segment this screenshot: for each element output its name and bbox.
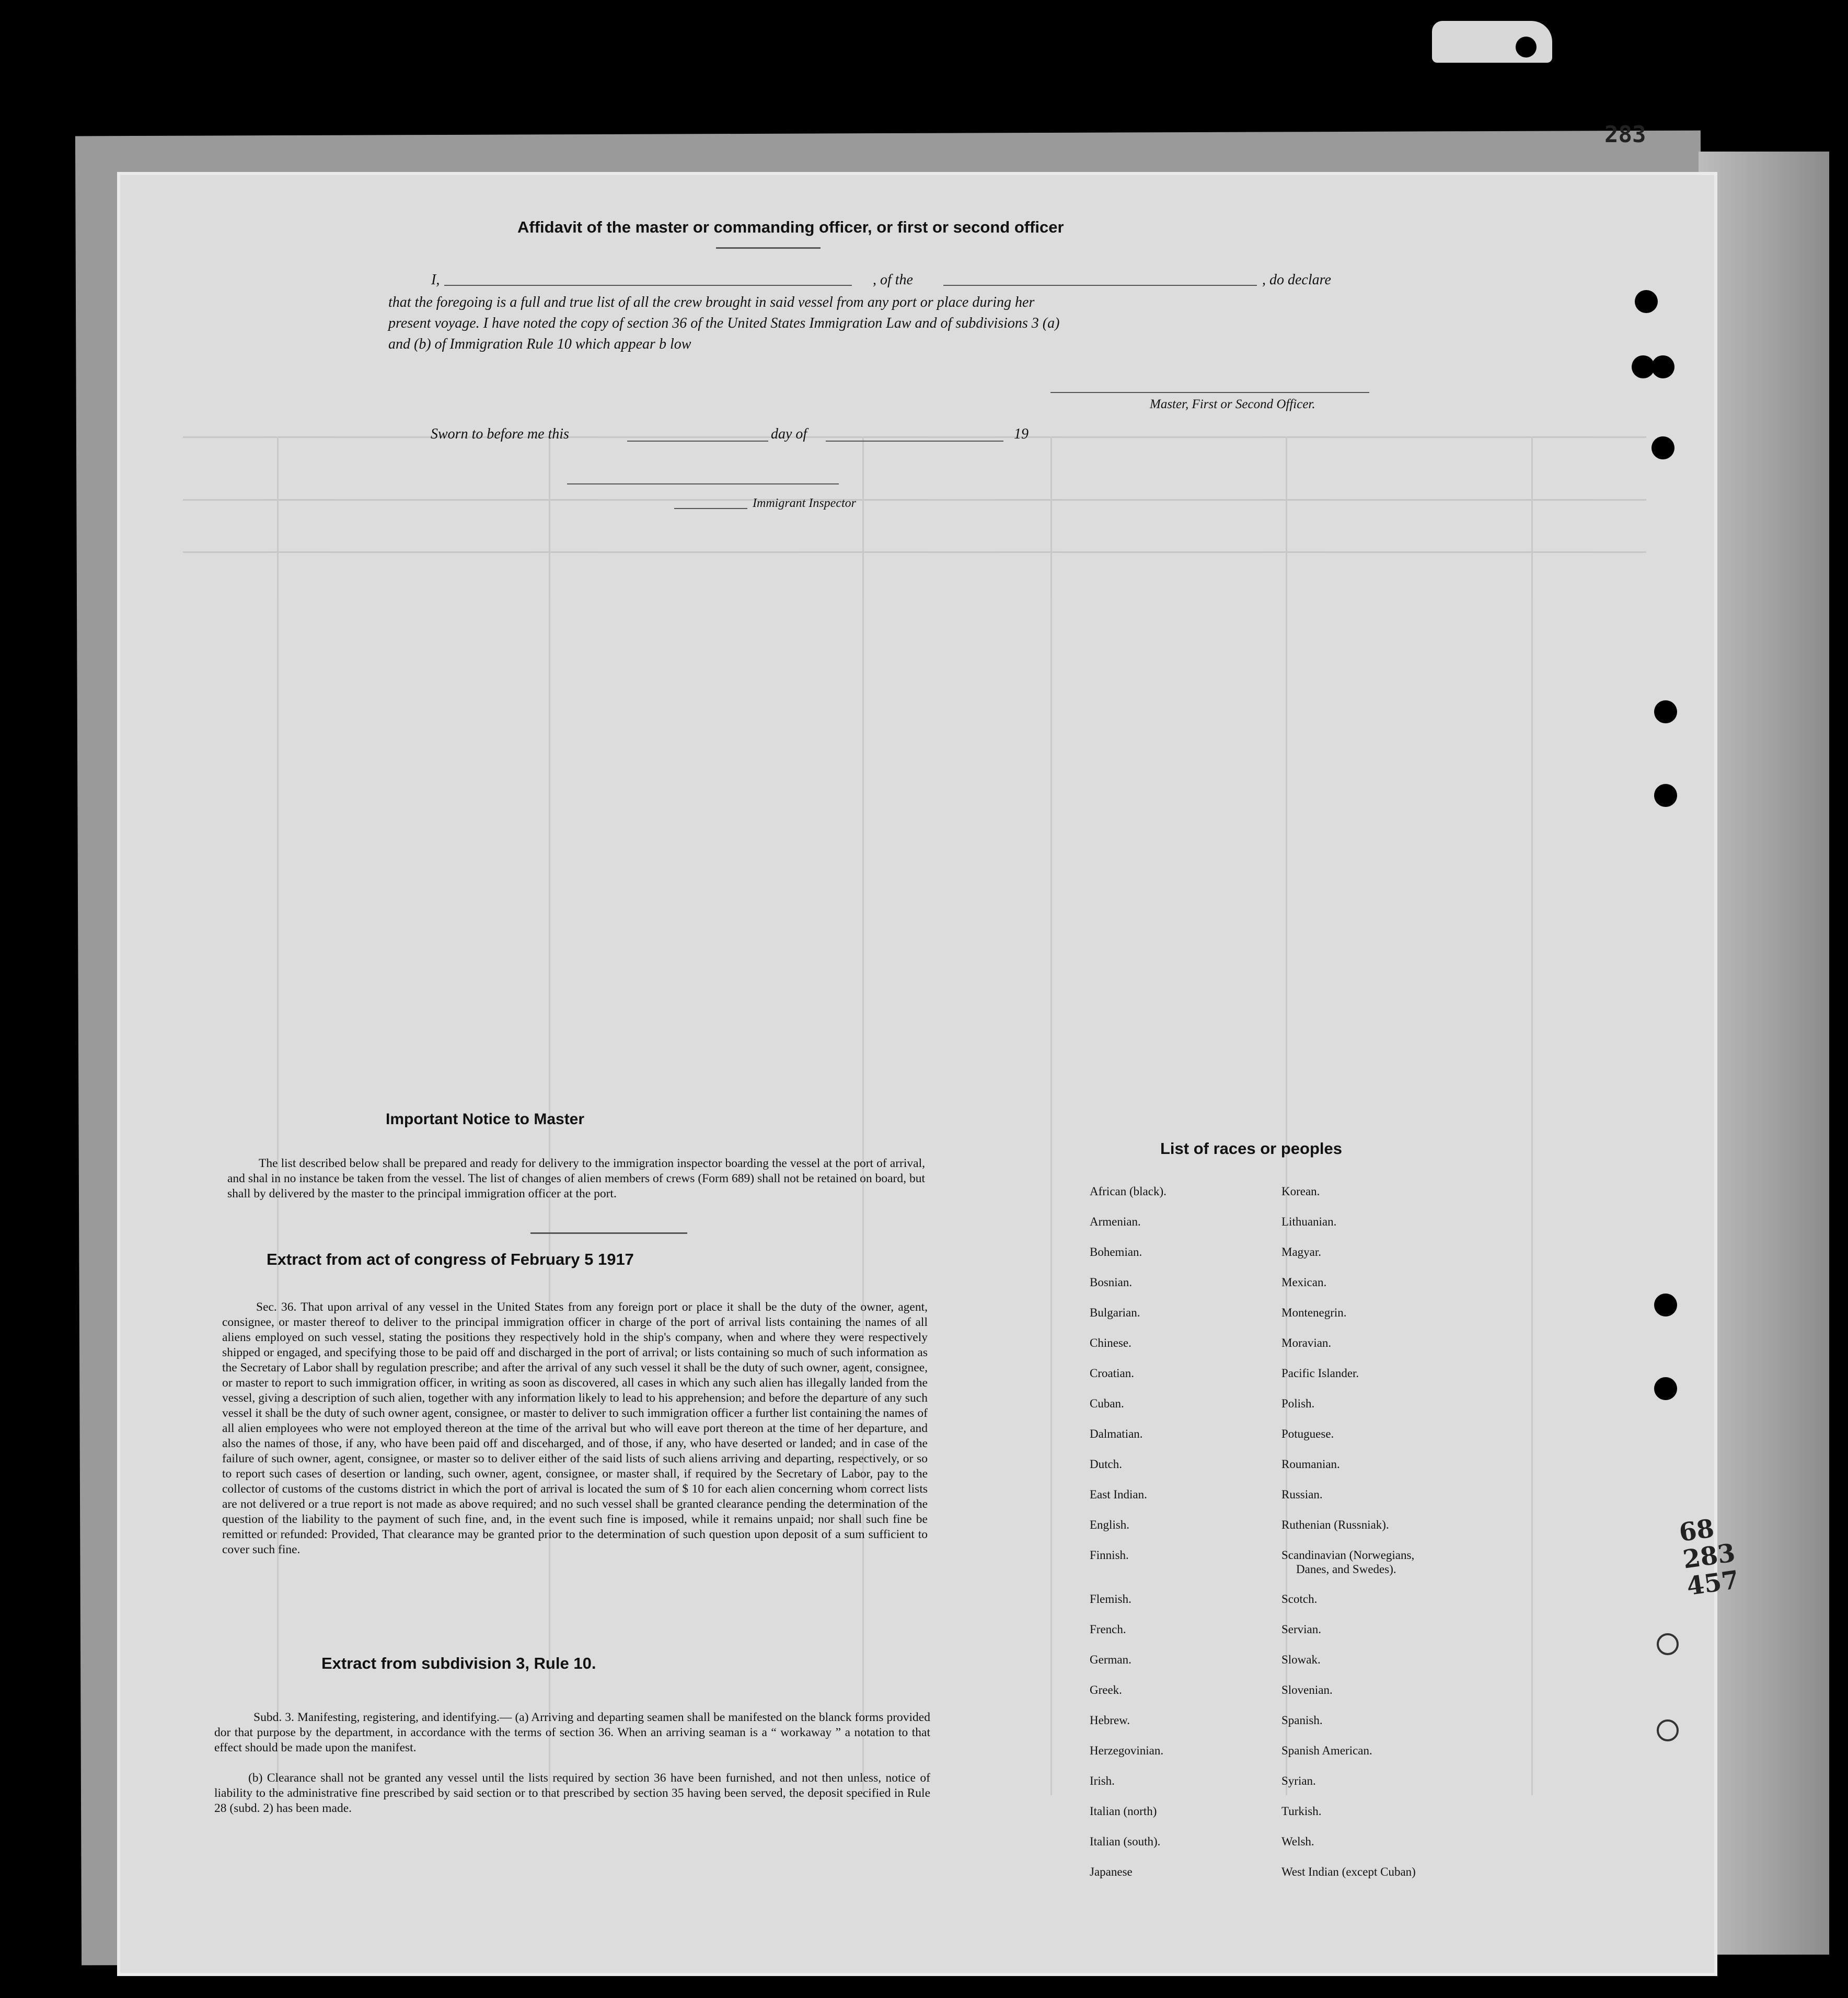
inspector-signature-line [567,483,839,484]
divider [530,1232,687,1234]
name-blank [444,285,852,286]
race-left: Finnish. [1090,1549,1129,1562]
punch-hole [1657,1719,1679,1741]
race-left: Bulgarian. [1090,1306,1140,1319]
day-of-label: day of [771,426,807,442]
race-right: Syrian. [1281,1774,1316,1787]
race-left: Chinese. [1090,1336,1131,1349]
affidavit-declare-label: , do declare [1262,272,1331,288]
punch-hole [1654,784,1677,807]
page-stack-edge [1699,152,1829,1955]
race-right: Potuguese. [1281,1427,1334,1440]
extract-rule-text-b: (b) Clearance shall not be granted any vessel until the lists required by section 36 have been furnished, and not then unless, notice of liability to the administrative fine prescribed by said section or to that prescribed by section 35 having been served, the deposit specified in Rule 28 (subd. 2) has been made. [214,1771,930,1815]
affidavit-title: Affidavit of the master or commanding officer, or first or second officer [517,218,1064,236]
handwritten-note: 283 [1681,1538,1737,1575]
race-left: Dalmatian. [1090,1427,1143,1440]
race-right: Spanish American. [1281,1744,1372,1757]
vessel-blank [943,285,1257,286]
race-right: Moravian. [1281,1336,1332,1349]
document-page [120,175,1714,1973]
extract-rule-title: Extract from subdivision 3, Rule 10. [321,1654,596,1672]
races-title: List of races or peoples [1160,1139,1342,1158]
page-number: 283 [1604,121,1646,148]
race-left: Croatian. [1090,1367,1134,1380]
month-blank [826,441,1003,442]
race-left: Greek. [1090,1683,1122,1696]
punch-hole [1635,290,1658,313]
race-right: Slowak. [1281,1653,1321,1666]
sworn-label: Sworn to before me this [431,426,569,442]
punch-hole [1657,1633,1679,1655]
handwritten-note: 68 [1677,1514,1716,1548]
master-signature-label: Master, First or Second Officer. [1150,397,1315,411]
affidavit-i-label: I, [431,272,440,288]
race-right: West Indian (except Cuban) [1281,1865,1416,1878]
race-right: Servian. [1281,1623,1322,1636]
notice-title: Important Notice to Master [386,1111,585,1128]
race-left: Armenian. [1090,1215,1141,1228]
race-right: Scotch. [1281,1592,1318,1606]
race-left: French. [1090,1623,1126,1636]
race-right: Slovenian. [1281,1683,1333,1696]
master-signature-line [1050,392,1369,393]
race-right: Magyar. [1281,1245,1322,1258]
race-right: Pacific Islander. [1281,1367,1359,1380]
race-right: Spanish. [1281,1714,1323,1727]
race-left: English. [1090,1518,1130,1531]
year-label: 19 [1014,426,1029,442]
race-left: Italian (south). [1090,1835,1161,1848]
affidavit-body-line: that the foregoing is a full and true list of all the crew brought in said vessel from any port or place during her [388,294,1035,310]
race-left: Herzegovinian. [1090,1744,1164,1757]
race-right: Scandinavian (Norwegians, [1281,1549,1415,1562]
race-right: Montenegrin. [1281,1306,1347,1319]
race-right: Korean. [1281,1185,1320,1198]
tab-hole [1516,37,1537,57]
affidavit-of-the-label: , of the [873,272,913,288]
race-right: Ruthenian (Russniak). [1281,1518,1389,1531]
race-right: Welsh. [1281,1835,1314,1848]
race-right: Lithuanian. [1281,1215,1337,1228]
extract-act-title: Extract from act of congress of February 5 1917 [267,1250,634,1268]
extract-rule-text-a: Subd. 3. Manifesting, registering, and identifying.— (a) Arriving and departing seamen shall be manifested on the blanck forms provided dor that purpose by the department, in accordance with the terms of section 36. When an arriving seaman is a “ workaway ” a notation to that effect should be made upon the manifest. [214,1711,930,1754]
race-left: Italian (north) [1090,1805,1157,1818]
punch-hole [1651,355,1674,378]
divider [716,247,821,249]
race-left: Irish. [1090,1774,1115,1787]
handwritten-margin-notes [1678,1512,1741,1600]
race-left: German. [1090,1653,1131,1666]
handwritten-note: 457 [1684,1565,1741,1602]
race-right: Roumanian. [1281,1458,1340,1471]
race-right: Danes, and Swedes). [1296,1563,1396,1576]
punch-hole [1654,1377,1677,1400]
extract-act-text: Sec. 36. That upon arrival of any vessel in the United States from any foreign port or place it shall be the duty of the owner, agent, consignee, or master thereof to deliver to the principal immigration officer in charge of the port of arrival lists containing the names of all aliens employed on such vessel, stating the positions they respectively hold in the ship's company, when and where they were respectively shipped or engaged, and specifying those to be paid off and discharged in the port of arrival; or lists containing so much of such information as the Secretary of Labor shall by regulation prescribe; and after the arrival of any such vessel it shall be the duty of such owner, agent, consignee, or master to report to such immigration officer, in writing as soon as discovered, all cases in which any such alien has illegally landed from the vessel, giving a description of such alien, together with any information likely to lead to his apprehension; and before the departure of any such vessel it shall be the duty of such owner agent, consignee, or master to deliver to such immigration officer a further list containing the names of all alien employees who were not employed thereon at the time of the arrival but who will eave port thereon at the time of her departure, and also the names of those, if any, who have been paid off and disceharged, and of those, if any, who have deserted or landed; and in case of the failure of such owner, agent, consignee, or master so to deliver either of the said lists of such aliens arriving and departing, respectively, or so to report such cases of desertion or landing, such owner, agent, consignee, or master shall, if required by the Secretary of Labor, pay to the collector of customs of the customs district in which the port of arrival is located the sum of $ 10 for each alien concerning whom correct lists are not delivered or a true report is not made as above required; and no such vessel shall be granted clearance pending the determination of the question of the liability to the payment of such fine, and, in the event such fine is imposed, while it remains unpaid; nor shall such fine be remitted or refunded: Provided, That clearance may be granted prior to the determination of such question upon deposit of a sum sufficient to cover such fine. [222,1300,928,1556]
punch-hole [1651,436,1674,459]
race-left: East Indian. [1090,1488,1147,1501]
race-left: Bohemian. [1090,1245,1142,1258]
punch-hole [1654,1293,1677,1316]
inspector-short-line [674,508,747,509]
race-right: Turkish. [1281,1805,1322,1818]
notice-text: The list described below shall be prepared and ready for delivery to the immigration inspector boarding the vessel at the port of arrival, and shal in no instance be taken from the vessel. The list of changes of alien members of crews (Form 689) shall not be retained on board, but shall by delivered by the master to the principal immigration officer at the port. [227,1157,925,1200]
affidavit-body-line: and (b) of Immigration Rule 10 which appear b low [388,336,691,352]
bleed-through [120,175,1714,1973]
day-blank [627,441,768,442]
race-left: Dutch. [1090,1458,1122,1471]
inspector-label: Immigrant Inspector [753,496,856,510]
race-right: Polish. [1281,1397,1315,1410]
affidavit-body-line: present voyage. I have noted the copy of section 36 of the United States Immigration Law and of subdivisions 3 (a) [388,315,1060,331]
race-left: Japanese [1090,1865,1133,1878]
race-left: Cuban. [1090,1397,1124,1410]
race-left: Flemish. [1090,1592,1131,1606]
punch-hole [1654,700,1677,723]
race-left: African (black). [1090,1185,1166,1198]
race-left: Hebrew. [1090,1714,1130,1727]
race-right: Mexican. [1281,1276,1327,1289]
race-left: Bosnian. [1090,1276,1133,1289]
race-right: Russian. [1281,1488,1323,1501]
